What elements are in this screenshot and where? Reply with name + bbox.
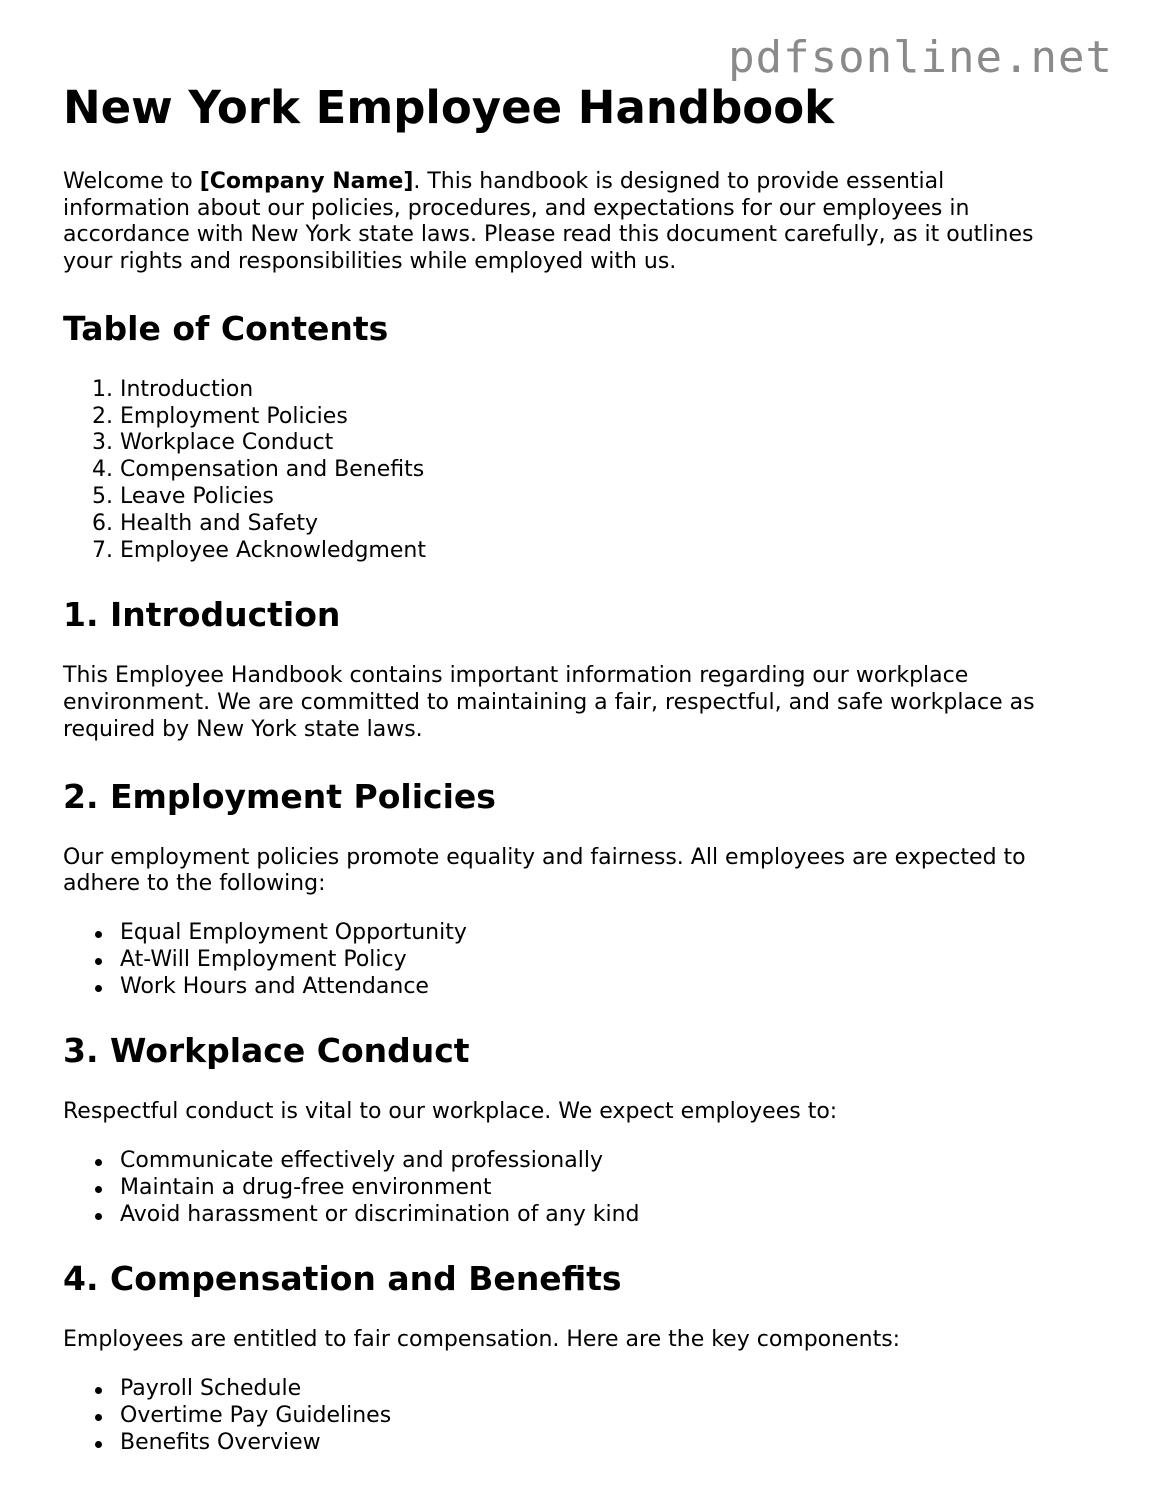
- section-text-compensation: Employees are entitled to fair compensation. Here are the key components:: [63, 1327, 901, 1353]
- company-name-placeholder: [Company Name]: [199, 169, 414, 194]
- employment-policies-list: [63, 920, 1073, 1000]
- toc-item: 7. Employee Acknowledgment: [120, 538, 1073, 565]
- toc-item: 2. Employment Policies: [120, 404, 1073, 431]
- toc-item: 1. Introduction: [120, 377, 1073, 404]
- document-page: [63, 80, 1073, 1486]
- list-item: Communicate effectively and professionally: [120, 1148, 1073, 1175]
- section-heading-employment-policies: 2. Employment Policies: [63, 776, 496, 816]
- toc-item: 4. Compensation and Benefits: [120, 457, 1073, 484]
- bullet-icon: [95, 1387, 102, 1394]
- toc-heading: Table of Contents: [63, 308, 389, 348]
- bullet-icon: [95, 1441, 102, 1448]
- bullet-icon: [95, 1186, 102, 1193]
- document-title: New York Employee Handbook: [63, 81, 835, 134]
- section-heading-workplace-conduct: 3. Workplace Conduct: [63, 1031, 470, 1071]
- bullet-icon: [95, 1213, 102, 1220]
- section-text-employment-policies: Our employment policies promote equality and fairness. All employees are expected to adhere to the following:: [63, 844, 1026, 897]
- intro-paragraph: [63, 169, 1073, 276]
- workplace-conduct-list: [63, 1148, 1073, 1228]
- toc-item: 3. Workplace Conduct: [120, 430, 1073, 457]
- list-item: Work Hours and Attendance: [120, 974, 1073, 1001]
- bullet-icon: [95, 931, 102, 938]
- toc-item: 6. Health and Safety: [120, 511, 1073, 538]
- list-item: At-Will Employment Policy: [120, 947, 1073, 974]
- watermark: pdfsonline.net: [728, 32, 1113, 83]
- list-item: Benefits Overview: [120, 1430, 1073, 1457]
- compensation-list: [63, 1376, 1073, 1456]
- list-item: Equal Employment Opportunity: [120, 920, 1073, 947]
- bullet-icon: [95, 1414, 102, 1421]
- intro-suffix: . This handbook is designed to provide essential information about our policies, procedures, and expectations for our employees in accordance with New York state laws. Please read this document carefully, as it outlines your rights and responsibilities while employed with us.: [63, 169, 1034, 275]
- section-heading-introduction: 1. Introduction: [63, 595, 341, 635]
- list-item: Avoid harassment or discrimination of any kind: [120, 1202, 1073, 1229]
- toc-list: [63, 377, 1073, 565]
- section-heading-compensation: 4. Compensation and Benefits: [63, 1259, 622, 1299]
- bullet-icon: [95, 985, 102, 992]
- section-text-workplace-conduct: Respectful conduct is vital to our workplace. We expect employees to:: [63, 1099, 838, 1125]
- bullet-icon: [95, 958, 102, 965]
- toc-item: 5. Leave Policies: [120, 484, 1073, 511]
- list-item: Overtime Pay Guidelines: [120, 1403, 1073, 1430]
- list-item: Payroll Schedule: [120, 1376, 1073, 1403]
- intro-prefix: Welcome to: [63, 169, 200, 194]
- list-item: Maintain a drug-free environment: [120, 1175, 1073, 1202]
- section-text-introduction: This Employee Handbook contains important information regarding our workplace environment. We are committed to maintaining a fair, respectful, and safe workplace as required by New York state laws.: [63, 663, 1035, 742]
- bullet-icon: [95, 1159, 102, 1166]
